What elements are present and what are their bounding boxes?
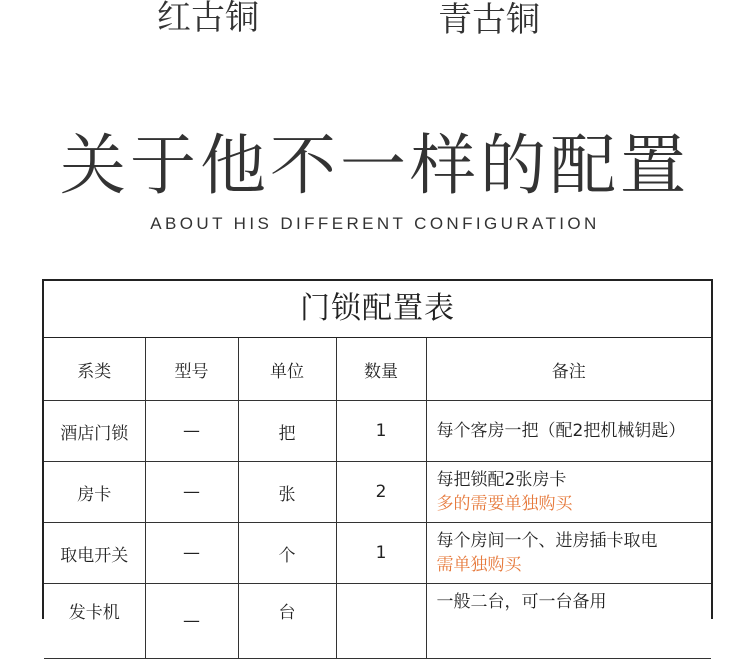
header-category: 系类 bbox=[44, 338, 145, 401]
color-label-red-bronze: 红古铜 bbox=[157, 0, 259, 38]
cell-category: 酒店门锁 bbox=[44, 401, 145, 462]
cell-quantity: 1 bbox=[336, 523, 426, 584]
header-quantity: 数量 bbox=[336, 338, 426, 401]
cell-note bbox=[426, 584, 711, 659]
cell-unit: 个 bbox=[238, 523, 336, 584]
header-note: 备注 bbox=[426, 338, 711, 401]
cell-category: 取电开关 bbox=[44, 523, 145, 584]
config-table bbox=[42, 279, 713, 631]
cell-note bbox=[426, 462, 711, 523]
note-extra-text: 需单独购买 bbox=[436, 555, 522, 575]
table-row bbox=[44, 401, 711, 462]
note-text: 一般二台，可一台备用 bbox=[436, 592, 607, 612]
header-model: 型号 bbox=[145, 338, 238, 401]
header-unit: 单位 bbox=[238, 338, 336, 401]
cell-note bbox=[426, 523, 711, 584]
cell-model: — bbox=[145, 584, 238, 659]
cell-unit: 张 bbox=[238, 462, 336, 523]
cell-quantity: 2 bbox=[336, 462, 426, 523]
table-row bbox=[44, 462, 711, 523]
cell-category: 房卡 bbox=[44, 462, 145, 523]
cell-quantity bbox=[336, 584, 426, 659]
table-row bbox=[44, 523, 711, 584]
note-text: 每把锁配2张房卡 bbox=[436, 470, 567, 490]
section-subtitle: ABOUT HIS DIFFERENT CONFIGURATION bbox=[150, 214, 600, 233]
cell-unit: 台 bbox=[238, 584, 336, 659]
note-extra-text: 多的需要单独购买 bbox=[436, 494, 573, 514]
cell-quantity: 1 bbox=[336, 401, 426, 462]
section-title: 关于他不一样的配置 bbox=[60, 127, 690, 204]
table-caption: 门锁配置表 bbox=[44, 281, 711, 338]
cell-unit: 把 bbox=[238, 401, 336, 462]
note-text: 每个房间一个、进房插卡取电 bbox=[436, 531, 658, 551]
note-text: 每个客房一把（配2把机械钥匙） bbox=[436, 421, 686, 441]
cell-model: — bbox=[145, 401, 238, 462]
table-header-row bbox=[44, 338, 711, 401]
config-table-grid bbox=[44, 338, 711, 659]
color-label-green-bronze: 青古铜 bbox=[438, 0, 540, 40]
cell-category: 发卡机 bbox=[44, 584, 145, 659]
table-row bbox=[44, 584, 711, 659]
cell-model: — bbox=[145, 523, 238, 584]
cell-note bbox=[426, 401, 711, 462]
cell-model: — bbox=[145, 462, 238, 523]
